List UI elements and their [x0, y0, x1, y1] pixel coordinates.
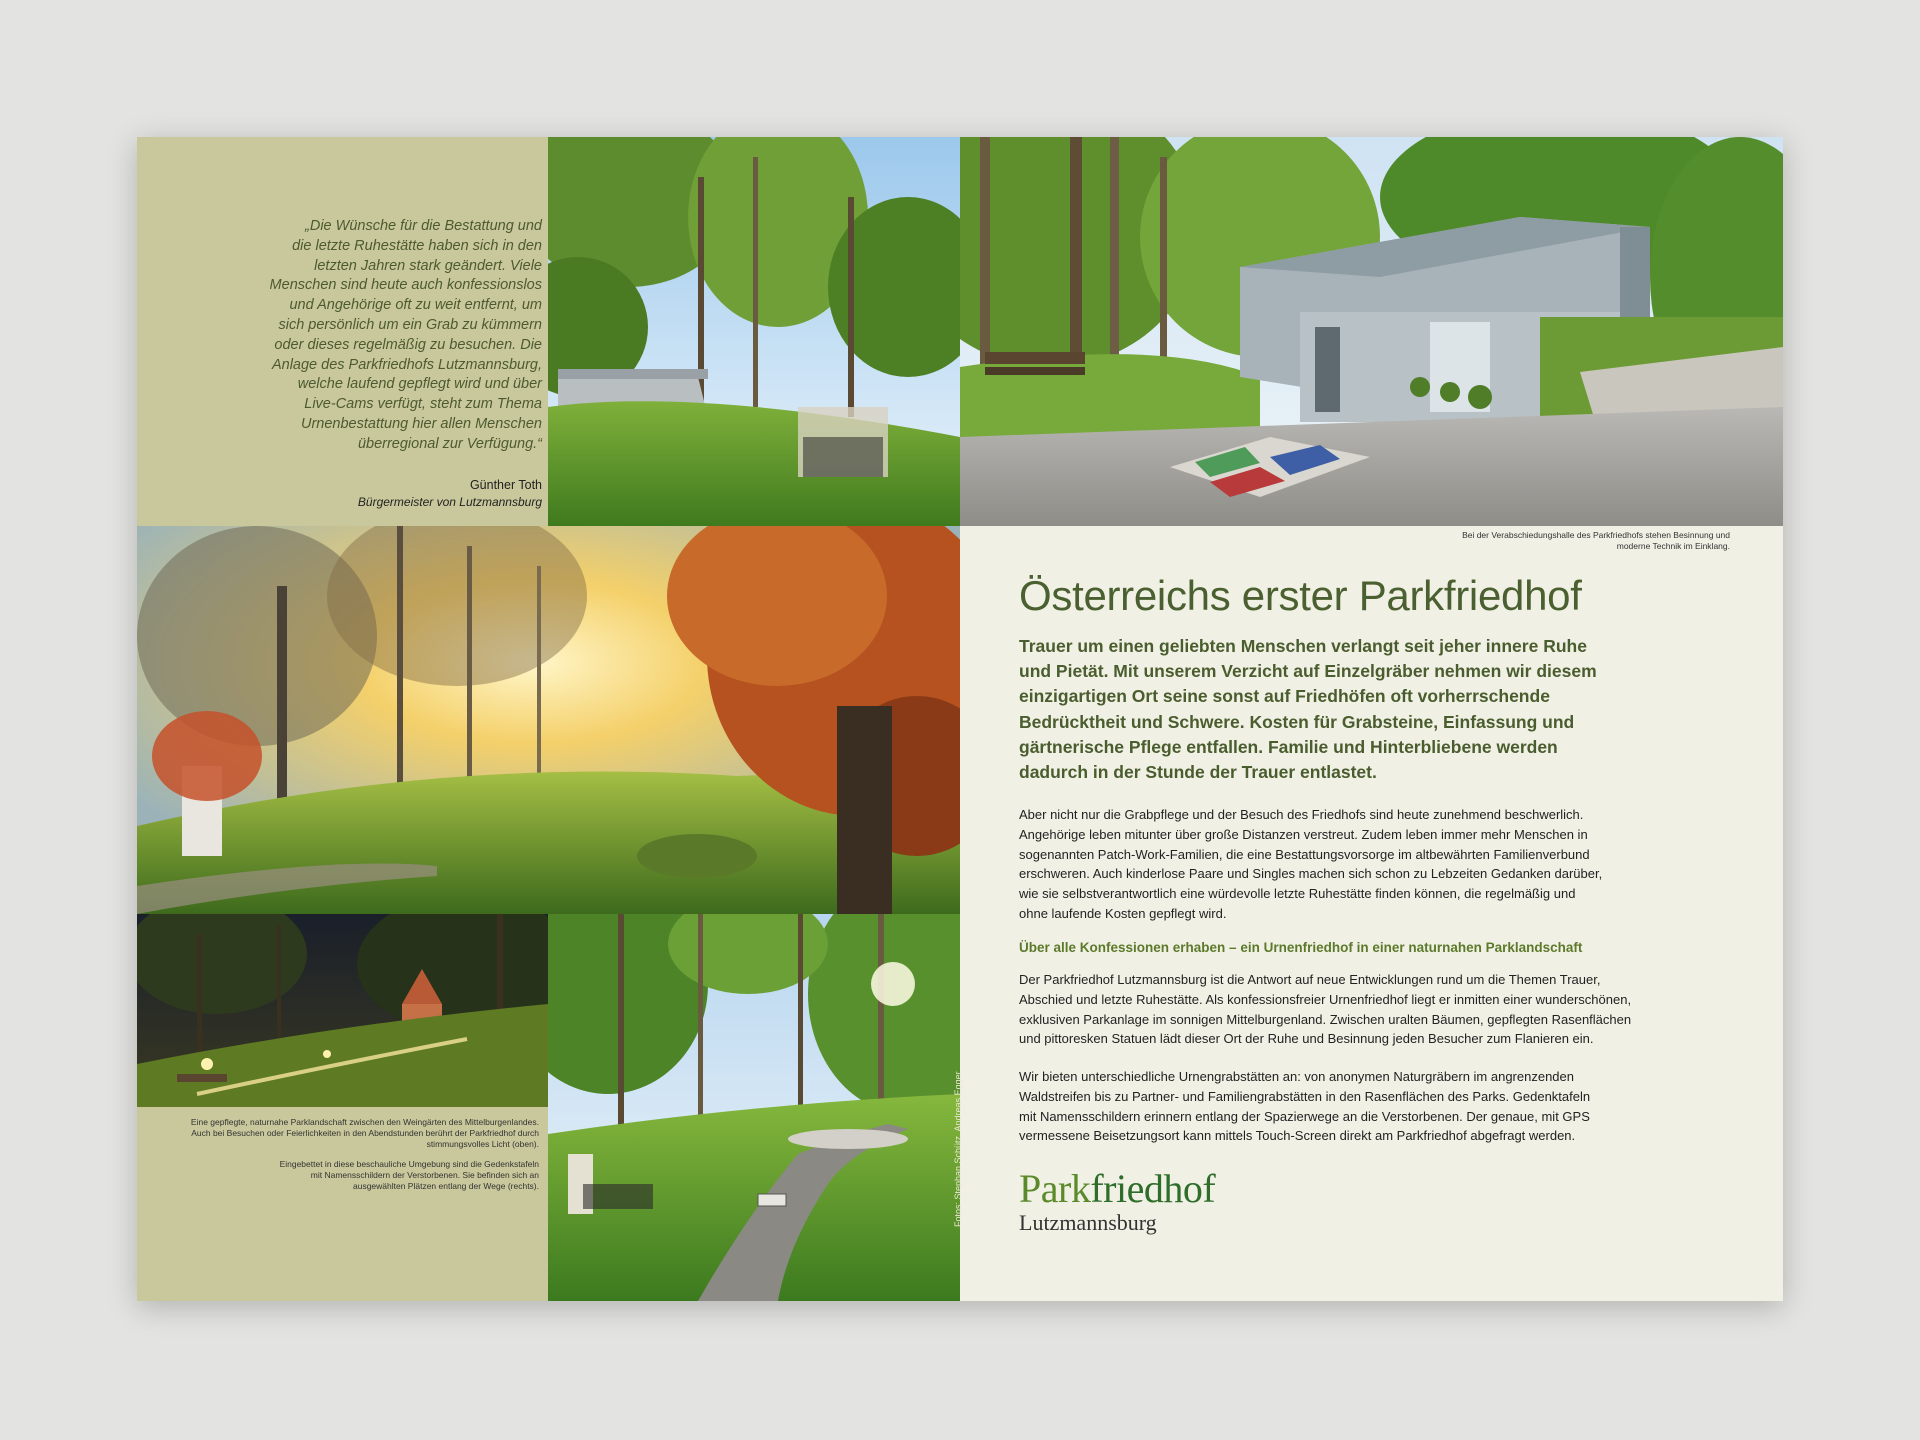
caption-farewell-hall	[1377, 530, 1730, 552]
page-title: Österreichs erster Parkfriedhof	[1019, 572, 1582, 619]
body-line: mit Namensschildern erinnern entlang der Spazierwege an die Verstorbenen. Der genaue, mit GPS	[1019, 1108, 1590, 1124]
lead-line: Trauer um einen geliebten Menschen verlangt seit jeher innere Ruhe	[1019, 636, 1587, 656]
quote-line: Menschen sind heute auch konfessionslos	[269, 277, 542, 294]
quote-line: Anlage des Parkfriedhofs Lutzmannsburg,	[271, 356, 542, 373]
section-subheading: Über alle Konfessionen erhaben – ein Urnenfriedhof in einer naturnahen Parklandschaft	[1019, 940, 1583, 955]
caption-line: ausgewählten Plätzen entlang der Wege (rechts).	[352, 1181, 539, 1192]
quote-line: Urnenbestattung hier allen Menschen	[300, 415, 542, 432]
body-line: Aber nicht nur die Grabpflege und der Besuch des Friedhofs sind heute zunehmend beschwerlich.	[1019, 807, 1584, 822]
quote-text	[192, 217, 542, 455]
caption-line: Eine gepflegte, naturnahe Parklandschaft zwischen den Weingärten des Mittelburgenlandes.	[190, 1117, 539, 1127]
body-line: Abschied und letzte Ruhestätte. Als konfessionsfreier Urnenfriedhof liegt er inmitten einer wunderschönen,	[1019, 991, 1632, 1007]
quote-author-role: Bürgermeister von Lutzmannsburg	[357, 495, 542, 509]
quote-line: die letzte Ruhestätte haben sich in den	[292, 237, 542, 254]
quote-line: „Die Wünsche für die Bestattung und	[305, 218, 542, 234]
body-line: exklusiven Parkanlage im sonnigen Mittelburgenland. Zwischen uralten Bäumen, gepflegten Rasenflächen	[1019, 1011, 1632, 1027]
lead-line: dadurch in der Stunde der Trauer entlastet.	[1019, 762, 1377, 783]
logo-part-park: Park	[1019, 1166, 1091, 1211]
body-line: wie sie selbstverantwortlich eine würdevolle letzte Ruhestätte finden können, die regelmäßig und	[1019, 886, 1576, 902]
body-line: Waldstreifen bis zu Partner- und Familiengrabstätten in den Rasenflächen des Parks. Gedenktafeln	[1019, 1088, 1591, 1104]
photo-night-chapel	[137, 914, 548, 1107]
quote-line: welche laufend gepflegt wird und über	[297, 376, 542, 393]
parkfriedhof-logo	[1019, 1166, 1216, 1235]
body-line: Angehörige leben mitunter über große Distanzen verstreut. Zudem leben immer mehr Menschen in	[1019, 826, 1588, 842]
photo-park-building	[548, 137, 960, 526]
logo-part-friedhof: friedhof	[1090, 1166, 1216, 1211]
quote-line: oder dieses regelmäßig zu besuchen. Die	[274, 336, 542, 353]
caption-line: moderne Technik im Einklang.	[1616, 541, 1730, 551]
brochure-spread	[137, 137, 1783, 1301]
quote-line: Live-Cams verfügt, steht zum Thema	[304, 396, 542, 413]
lead-paragraph	[1019, 634, 1704, 785]
body-line: Wir bieten unterschiedliche Urnengrabstätten an: von anonymen Naturgräbern im angrenzenden	[1019, 1069, 1574, 1084]
body-paragraph-2	[1019, 970, 1709, 1049]
quote-author: Günther Toth	[469, 478, 542, 492]
photo-park-path	[548, 914, 960, 1301]
lead-line: und Pietät. Mit unserem Verzicht auf Einzelgräber nehmen wir diesem	[1019, 661, 1597, 682]
caption-paragraph	[177, 1117, 539, 1151]
photo-farewell-hall	[960, 137, 1783, 526]
logo-subtitle: Lutzmannsburg	[1019, 1210, 1157, 1235]
body-line: sogenannten Patch-Work-Familien, die eine Bestattungsvorsorge im altbewährten Familienverbund	[1019, 846, 1590, 862]
quote-line: letzten Jahren stark geändert. Viele	[314, 257, 542, 274]
body-paragraph-3	[1019, 1067, 1709, 1146]
quote-line: und Angehörige oft zu weit entfernt, um	[289, 297, 542, 314]
lead-line: Bedrücktheit und Schwere. Kosten für Grabsteine, Einfassung und	[1019, 711, 1575, 732]
logo-wordmark	[1019, 1166, 1216, 1211]
body-paragraph-1	[1019, 805, 1709, 924]
body-line: ohne laufende Kosten gepflegt wird.	[1019, 905, 1227, 921]
caption-line: mit Namensschildern der Verstorbenen. Sie befinden sich an	[310, 1169, 539, 1180]
body-line: vermessene Beisetzungsort kann mittels Touch-Screen direkt am Parkfriedhof abgefragt werden.	[1019, 1128, 1576, 1144]
caption-line: Bei der Verabschiedungshalle des Parkfriedhofs stehen Besinnung und	[1462, 530, 1730, 540]
caption-line: Eingebettet in diese beschauliche Umgebung sind die Gedenkstafeln	[279, 1158, 539, 1169]
body-line: Der Parkfriedhof Lutzmannsburg ist die Antwort auf neue Entwicklungen rund um die Themen Trauer,	[1019, 972, 1601, 987]
photo-autumn-sunrise	[137, 526, 960, 914]
body-line: und pittoresken Statuen lädt dieser Ort der Ruhe und Besinnung jeden Besucher zum Flanieren ein.	[1019, 1031, 1594, 1047]
quote-line: sich persönlich um ein Grab zu kümmern	[278, 316, 542, 333]
caption-line: stimmungsvolles Licht (oben).	[426, 1139, 539, 1150]
caption-line: Auch bei Besuchen oder Feierlichkeiten in den Abendstunden berührt der Parkfriedhof durch	[191, 1128, 539, 1139]
caption-park-landscape	[177, 1117, 539, 1200]
lead-line: gärtnerische Pflege entfallen. Familie und Hinterbliebene werden	[1019, 736, 1558, 757]
caption-paragraph	[177, 1159, 539, 1193]
body-line: erschweren. Auch kinderlose Paare und Singles machen sich schon zu Lebzeiten Gedanken darüber,	[1019, 866, 1603, 882]
quote-line: überregional zur Verfügung.“	[357, 435, 542, 452]
photo-credit: Fotos: Stephan Schütz, Andreas Egger	[953, 1071, 963, 1227]
lead-line: einzigartigen Ort seine sonst auf Friedhöfen oft vorherrschende	[1019, 686, 1550, 707]
